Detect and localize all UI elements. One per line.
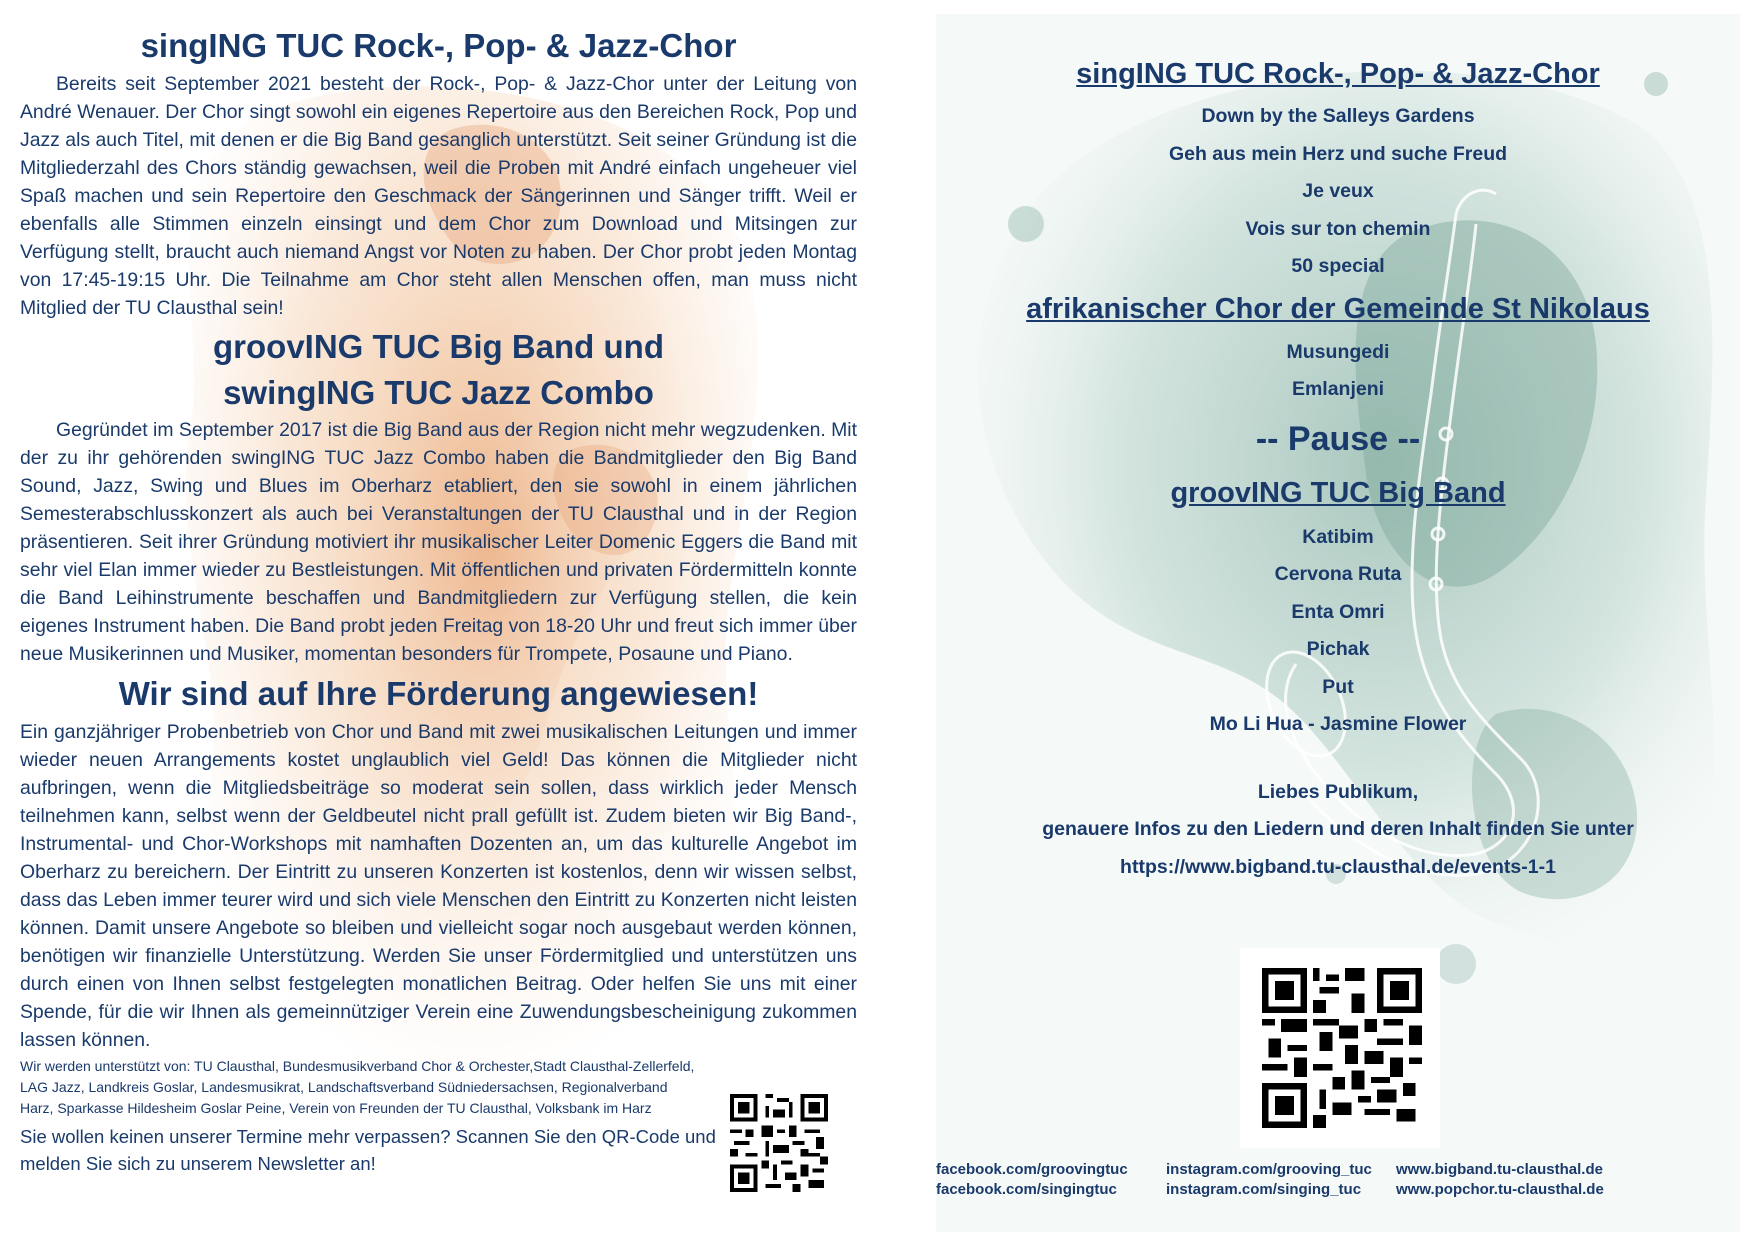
program-item: Vois sur ton chemin	[1245, 217, 1431, 240]
program-item: Pichak	[1306, 638, 1370, 660]
program-section-title: groovING TUC Big Band	[1170, 476, 1506, 509]
program-item: Je veux	[1302, 180, 1374, 202]
program-section-title: singING TUC Rock-, Pop- & Jazz-Chor	[1076, 58, 1600, 90]
program-item: Musungedi	[1286, 340, 1390, 363]
support-description: Ein ganzjähriger Probenbetrieb von Chor und Band mit zwei musikalischen Leitungen und immer wieder neuen Arrangements kostet unglaublich viel Geld! Das können die Mitglieder nicht aufbringen, wenn die Mitgliedsbeiträge so moderat sein sollen, dass wirklich jeder Mensch teilnehmen kann, selbst wenn der Geldbeutel nicht prall gefüllt ist. Zudem bieten wir Big Band-, Instrumental- und Chor-Workshops mit namhaften Dozenten an, um das kulturelle Angebot im Oberharz zu bereichern. Der Eintritt zu unseren Konzerten ist kostenlos, denn wir wissen selbst, dass das Leben immer teurer wird und sich viele Menschen den Eintritt zu Konzerten nicht leisten können. Damit unsere Angebote so bleiben und vielleicht sogar noch ausgebaut werden können, benötigen wir finanzielle Unterstützung. Werden Sie unser Fördermitglied und unterstützen uns durch einen von Ihnen selbst festgelegten monatlichen Beitrag. Oder helfen Sie uns mit einer Spende, für die wir Ihnen als gemeinnütziger Verein eine Zuwendungsbescheinigung zukommen lassen können.	[20, 721, 857, 1051]
facebook-links	[936, 1160, 1128, 1200]
concert-program	[936, 50, 1740, 886]
program-item: Down by the Salleys Gardens	[1201, 105, 1475, 127]
program-item: Mo Li Hua - Jasmine Flower	[1209, 713, 1467, 735]
program-item: Geh aus mein Herz und suche Freud	[1168, 142, 1508, 165]
newsletter-qr-code-icon[interactable]	[730, 1094, 828, 1192]
band-title-line-1: groovING TUC Big Band und	[213, 328, 664, 365]
website-links	[1396, 1160, 1604, 1200]
program-section-title: afrikanischer Chor der Gemeinde St Nikolaus	[1026, 292, 1650, 325]
program-item: Enta Omri	[1291, 600, 1385, 623]
instagram-link[interactable]: instagram.com/grooving_tuc	[1166, 1161, 1372, 1178]
choir-title: singING TUC Rock-, Pop- & Jazz-Chor	[140, 27, 737, 64]
program-item: Cervona Ruta	[1274, 563, 1402, 585]
program-item: Emlanjeni	[1291, 378, 1385, 400]
band-description: Gegründet im September 2017 ist die Big Band aus der Region nicht mehr wegzudenken. Mit der zu ihr gehörenden swingING TUC Jazz Combo haben die Bandmitglieder den Big Band Sound, Jazz, Swing und Blues im Oberharz etabliert, den sie sowohl in einem jährlichen Semesterabschlusskonzert als auch bei Veranstaltungen der TU Clausthal und in der Region präsentieren. Seit ihrer Gründung motiviert ihr musikalischer Leiter Domenic Eggers die Band mit sehr viel Elan immer wieder zu Bestleistungen. Mit öffentlichen und privaten Fördermitteln konnte die Band Leihinstrumente beschaffen und Bandmitgliedern zur Verfügung stellen, die kein eigenes Instrument haben. Die Band probt jeden Freitag von 18-20 Uhr und freut sich immer über neue Musikerinnen und Musiker, momentan besonders für Trompete, Posaune und Piano.	[20, 419, 857, 665]
website-link[interactable]: www.popchor.tu-clausthal.de	[1396, 1181, 1604, 1198]
pause-label: -- Pause --	[1255, 419, 1421, 458]
program-item: Katibim	[1302, 525, 1374, 548]
program-item: Put	[1322, 675, 1354, 698]
sponsors-list: Wir werden unterstützt von: TU Clausthal, Bundesmusikverband Chor & Orchester,Stadt Clausthal-Zellerfeld, LAG Jazz, Landkreis Goslar, Landesmusikrat, Landschaftsverband Südniedersachsen, Regionalverband Harz, Sparkasse Hildesheim Goslar Peine, Verein von Freunden der TU Clausthal, Volksbank im Harz	[20, 1058, 695, 1116]
newsletter-text: Sie wollen keinen unserer Termine mehr verpassen? Scannen Sie den QR-Code und melden Sie sich zu unserem Newsletter an!	[20, 1126, 716, 1174]
program-item: 50 special	[1291, 255, 1385, 277]
audience-note-text: genauere Infos zu den Liedern und deren Inhalt finden Sie unter	[1042, 818, 1634, 840]
support-title: Wir sind auf Ihre Förderung angewiesen!	[118, 675, 759, 712]
events-qr-code-icon[interactable]	[1262, 968, 1422, 1128]
choir-description: Bereits seit September 2021 besteht der Rock-, Pop- & Jazz-Chor unter der Leitung von André Wenauer. Der Chor singt sowohl ein eigenes Repertoire aus den Bereichen Rock, Pop und Jazz als auch Titel, mit denen er die Big Band gesanglich unterstützt. Seit seiner Gründung ist die Mitgliederzahl des Chors ständig gewachsen, weil die Proben mit André einfach ungeheuer viel Spaß machen und sein Repertoire den Geschmack der Sängerinnen und Sänger trifft. Weil er ebenfalls alle Stimmen einzeln einsingt und dem Chor zum Download und Mitsingen zur Verfügung stellt, braucht auch niemand Angst vor Noten zu haben. Der Chor probt jeden Montag von 17:45-19:15 Uhr. Die Teilnahme am Chor steht allen Menschen offen, man muss nicht Mitglied der TU Clausthal sein!	[20, 73, 857, 319]
events-link[interactable]: https://www.bigband.tu-clausthal.de/events-1-1	[1120, 855, 1556, 878]
audience-note-greeting: Liebes Publikum,	[1257, 780, 1419, 803]
facebook-link[interactable]: facebook.com/singingtuc	[936, 1181, 1117, 1198]
instagram-links	[1166, 1160, 1372, 1200]
band-title-line-2: swingING TUC Jazz Combo	[223, 374, 654, 411]
facebook-link[interactable]: facebook.com/groovingtuc	[936, 1161, 1128, 1178]
website-link[interactable]: www.bigband.tu-clausthal.de	[1396, 1161, 1603, 1178]
left-content	[20, 22, 857, 1177]
instagram-link[interactable]: instagram.com/singing_tuc	[1166, 1181, 1362, 1198]
